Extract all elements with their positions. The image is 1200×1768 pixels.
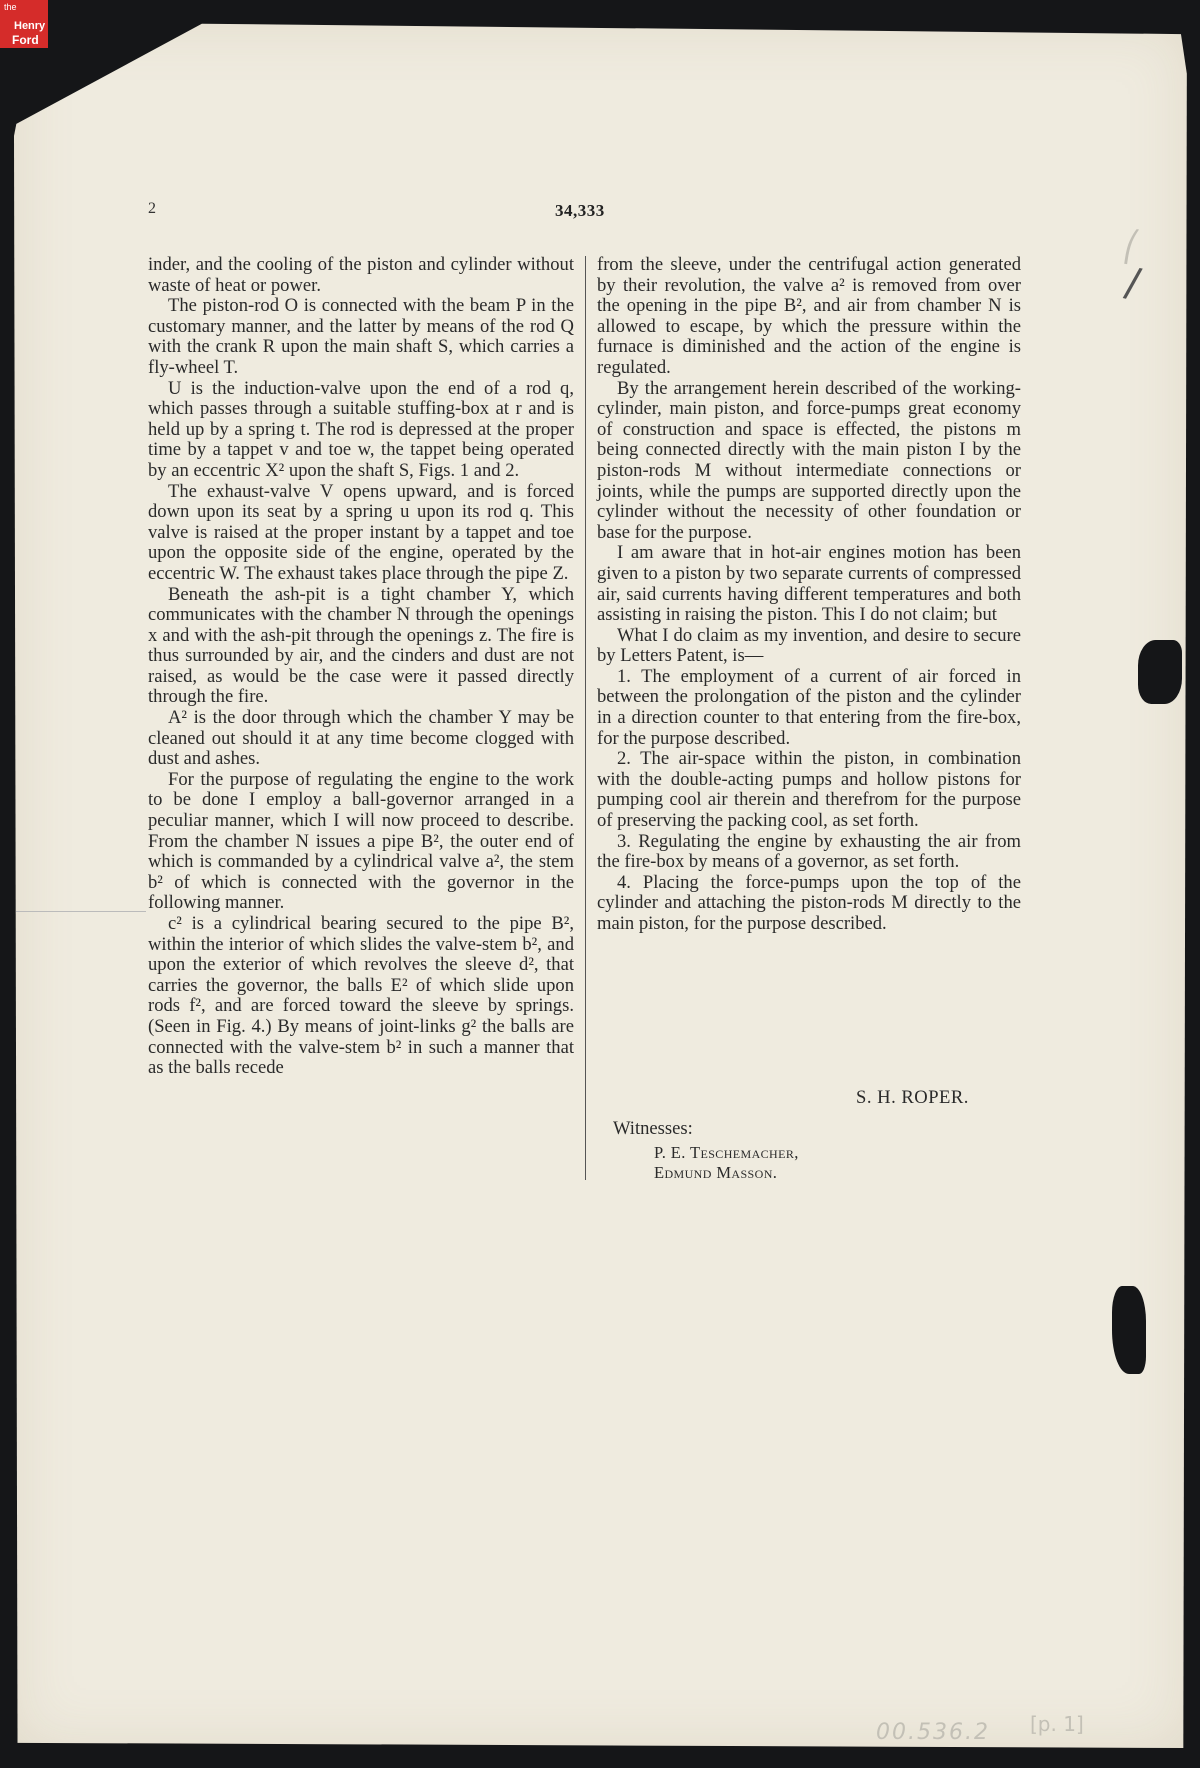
paragraph: A² is the door through which the chamber Y may be cleaned out should it at any time become clogged with dust and ashes. [148,707,574,770]
paragraph: c² is a cylindrical bearing secured to the pipe B², within the interior of which slides the valve-stem b², and upon the exterior of which revolves the sleeve d², that carries the governor, the balls E² of which slide upon rods f², and are forced toward the sleeve by springs. (Seen in Fig. 4.) By means of joint-links g² the balls are connected with the valve-stem b² in such a manner that as the balls recede [148,913,574,1079]
paper-damage-hole [1138,640,1182,704]
paragraph: By the arrangement herein described of the working-cylinder, main piston, and force-pumps great economy of construction and space is effected, the pistons m being connected directly with the main piston I by the piston-rods M without intermediate connections or joints, while the pumps are supported directly upon the cylinder without the necessity of other foundation or base for the purpose. [597,377,1021,543]
page-reference: [p. 1] [1030,1712,1084,1736]
paragraph: 3. Regulating the engine by exhausting the air from the fire-box by means of a governor, as set forth. [597,830,1021,873]
witnesses-label: Witnesses: [613,1118,693,1139]
fold-crease [16,911,146,912]
logo-henry: Henry [14,20,46,32]
paragraph: U is the induction-valve upon the end of a rod q, which passes through a suitable stuffing-box at r and is held up by a spring t. The rod is depressed at the proper time by a tappet v and toe w, the tappet being operated by an eccentric X² upon the shaft S, Figs. 1 and 2. [148,377,574,481]
patent-number: 34,333 [555,201,605,220]
paragraph: inder, and the cooling of the piston and cylinder without waste of heat or power. [148,254,574,296]
left-text-column [148,255,574,1079]
paragraph: What I do claim as my invention, and desire to secure by Letters Patent, is— [597,624,1021,667]
paper-damage-hole [1112,1286,1146,1374]
page-number: 2 [148,200,156,217]
logo-the: the [4,2,17,12]
witness-name: Edmund Masson. [654,1163,778,1182]
witness-name: P. E. Teschemacher, [654,1143,799,1162]
logo-ford: Ford [12,33,39,47]
paragraph: The piston-rod O is connected with the beam P in the customary manner, and the latter by means of the rod Q with the crank R upon the main shaft S, which carries a fly-wheel T. [148,295,574,378]
paragraph: I am aware that in hot-air engines motion has been given to a piston by two separate currents of compressed air, said currents having different temperatures and both assisting in raising the piston. This I do not claim; but [597,542,1021,626]
paragraph: 4. Placing the force-pumps upon the top of the cylinder and attaching the piston-rods M directly to the main piston, for the purpose described. [597,871,1021,934]
right-text-column [597,255,1021,935]
paragraph: 2. The air-space within the piston, in combination with the double-acting pumps and hollow pistons for pumping cool air therein and therefrom for the purpose of preserving the packing cool, as set forth. [597,748,1021,832]
pencil-mark: ⎛ [1121,229,1142,266]
paragraph: The exhaust-valve V opens upward, and is forced down upon its seat by a spring u upon its rod q. This valve is raised at the proper instant by a tappet and toe upon the opposite side of the engine, operated by the eccentric W. The exhaust takes place through the pipe Z. [148,480,574,584]
accession-number: 00.536.2 [876,1720,990,1745]
paragraph: For the purpose of regulating the engine to the work to be done I employ a ball-governor arranged in a peculiar manner, which I will now proceed to describe. From the chamber N issues a pipe B², the outer end of which is commanded by a cylindrical valve a², the stem b² of which is connected with the governor in the following manner. [148,768,574,914]
paragraph: 1. The employment of a current of air forced in between the prolongation of the piston and the cylinder in a direction counter to that entering from the fire-box, for the purpose described. [597,665,1021,749]
column-divider [585,256,586,1180]
inventor-signature: S. H. ROPER. [856,1087,969,1108]
paragraph: Beneath the ash-pit is a tight chamber Y, which communicates with the chamber N through the openings x and with the ash-pit through the openings z. The fire is thus surrounded by air, and the cinders and dust are not raised, as would be the case were it passed directly through the fire. [148,583,574,708]
paragraph: from the sleeve, under the centrifugal action generated by their revolution, the valve a² is removed from over the opening in the pipe B², and air from chamber N is allowed to escape, by which the pressure within the furnace is diminished and the action of the engine is regulated. [597,254,1021,378]
pencil-mark: / [1121,259,1145,307]
henry-ford-logo [0,0,48,48]
